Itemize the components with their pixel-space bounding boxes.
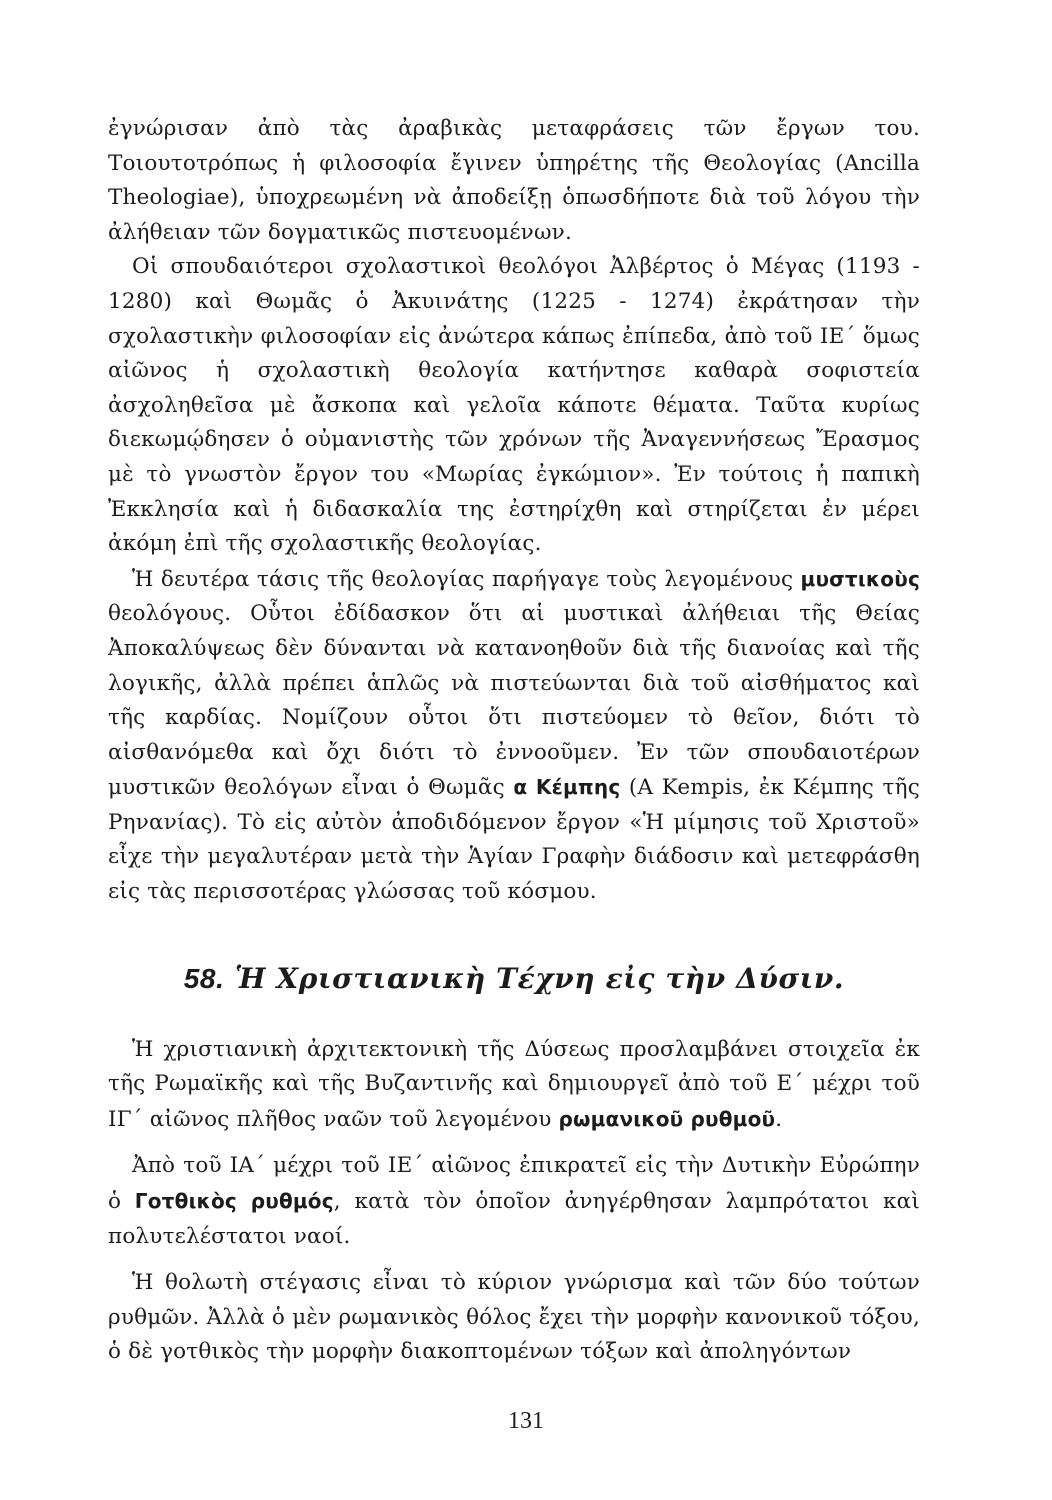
term-gotthikos-rythmos: Γοτθικὸς ρυθμός	[134, 1189, 334, 1214]
section-paragraph-2	[108, 1149, 920, 1254]
section-paragraph-3	[108, 1266, 920, 1370]
section-heading	[108, 962, 920, 995]
section-title: Ἡ Χριστιανικὴ Τέχνη εἰς τὴν Δύσιν.	[234, 961, 845, 995]
paragraph-3-text-c: (A Kempis, ἐκ Κέμπης τῆς Ρηνανίας). Τὸ εἰς αὐτὸν ἀποδιδόμενον ἔργον «Ἡ μίμησις τοῦ Χριστοῦ» εἶχε τὴν μεγαλυτέραν μετὰ τὴν Ἁγίαν Γραφὴν διάδοσιν καὶ μετεφράσθη εἰς τὰς περισσοτέρας γλώσσας τοῦ κόσμου.	[108, 775, 920, 905]
section-paragraph-1-text-a: Ἡ χριστιανικὴ ἀρχιτεκτονικὴ τῆς Δύσεως προσλαμβάνει στοιχεῖα ἐκ τῆς Ρωμαϊκῆς καὶ τῆς Βυζαντινῆς καὶ δημιουργεῖ ἀπὸ τοῦ Ε΄ μέχρι τοῦ ΙΓ΄ αἰῶνος πλῆθος ναῶν τοῦ λεγομένου	[108, 1036, 920, 1132]
page-number: 131	[508, 1408, 544, 1434]
term-mystikous: μυστικοὺς	[800, 566, 920, 591]
paragraph-3	[108, 562, 920, 910]
section-paragraph-3-text: Ἡ θολωτὴ στέγασις εἶναι τὸ κύριον γνώρισμα καὶ τῶν δύο τούτων ρυθμῶν. Ἀλλὰ ὁ μὲν ρωμανικὸς θόλος ἔχει τὴν μορφὴν κανονικοῦ τόξου, ὁ δὲ γοτθικὸς τὴν μορφὴν διακοπτομένων τόξων καὶ ἀποληγόντων	[108, 1270, 920, 1365]
paragraph-3-text-a: Ἡ δευτέρα τάσις τῆς θεολογίας παρήγαγε τοὺς λεγομένους	[132, 566, 801, 592]
term-kempis: α Κέμπης	[513, 775, 621, 800]
section-number: 58.	[183, 962, 225, 994]
paragraph-1	[108, 112, 920, 250]
section-paragraph-2-text-b: , κατὰ τὸν ὁποῖον ἀνηγέρθησαν λαμπρότατοι καὶ πολυτελέστατοι ναοί.	[108, 1189, 920, 1249]
paragraph-1-text: ἐγνώρισαν ἀπὸ τὰς ἀραβικὰς μεταφράσεις τῶν ἔργων του. Τοιουτοτρόπως ἡ φιλοσοφία ἔγινεν ὑπηρέτης τῆς Θεολογίας (Ancilla Theologiae), ὑποχρεωμένη νὰ ἀποδείξῃ ὁπωσδήποτε διὰ τοῦ λόγου τὴν ἀλήθειαν τῶν δογματικῶς πιστευομένων.	[108, 116, 920, 245]
term-romanikou-rythmou: ρωμανικοῦ ρυθμοῦ	[558, 1106, 776, 1131]
paragraph-2-text: Οἱ σπουδαιότεροι σχολαστικοὶ θεολόγοι Ἀλβέρτος ὁ Μέγας (1193 - 1280) καὶ Θωμᾶς ὁ Ἀκυινάτης (1225 - 1274) ἐκράτησαν τὴν σχολαστικὴν φιλοσοφίαν εἰς ἀνώτερα κάπως ἐπίπεδα, ἀπὸ τοῦ ΙΕ΄ ὅμως αἰῶνος ἡ σχολαστικὴ θεολογία κατήντησε καθαρὰ σοφιστεία ἀσχοληθεῖσα μὲ ἄσκοπα καὶ γελοῖα κάποτε θέματα. Ταῦτα κυρίως διεκωμῴδησεν ὁ οὐμανιστὴς τῶν χρόνων τῆς Ἀναγεννήσεως Ἔρασμος μὲ τὸ γνωστὸν ἔργον του «Μωρίας ἐγκώμιον». Ἐν τούτοις ἡ παπικὴ Ἐκκλησία καὶ ἡ διδασκαλία της ἐστηρίχθη καὶ στηρίζεται ἐν μέρει ἀκόμη ἐπὶ τῆς σχολαστικῆς θεολογίας.	[108, 254, 920, 557]
section-paragraph-1	[108, 1033, 920, 1138]
paragraph-3-text-b: θεολόγους. Οὗτοι ἐδίδασκον ὅτι αἱ μυστικαὶ ἀλήθειαι τῆς Θείας Ἀποκαλύψεως δὲν δύνανται νὰ κατανοηθοῦν διὰ τῆς διανοίας καὶ τῆς λογικῆς, ἀλλὰ πρέπει ἁπλῶς νὰ πιστεύωνται διὰ τοῦ αἰσθήματος καὶ τῆς καρδίας. Νομίζουν οὗτοι ὅτι πιστεύομεν τὸ θεῖον, διότι τὸ αἰσθανόμεθα καὶ ὄχι διότι τὸ ἐννοοῦμεν. Ἐν τῶν σπουδαιοτέρων μυστικῶν θεολόγων εἶναι ὁ Θωμᾶς	[108, 601, 920, 801]
paragraph-2	[108, 250, 920, 561]
section-paragraph-1-text-b: .	[775, 1106, 783, 1132]
section-paragraph-2-text-a: Ἀπὸ τοῦ ΙΑ΄ μέχρι τοῦ ΙΕ΄ αἰῶνος ἐπικρατεῖ εἰς τὴν Δυτικὴν Εὐρώπην ὁ	[108, 1153, 920, 1215]
page-body	[108, 112, 920, 1370]
